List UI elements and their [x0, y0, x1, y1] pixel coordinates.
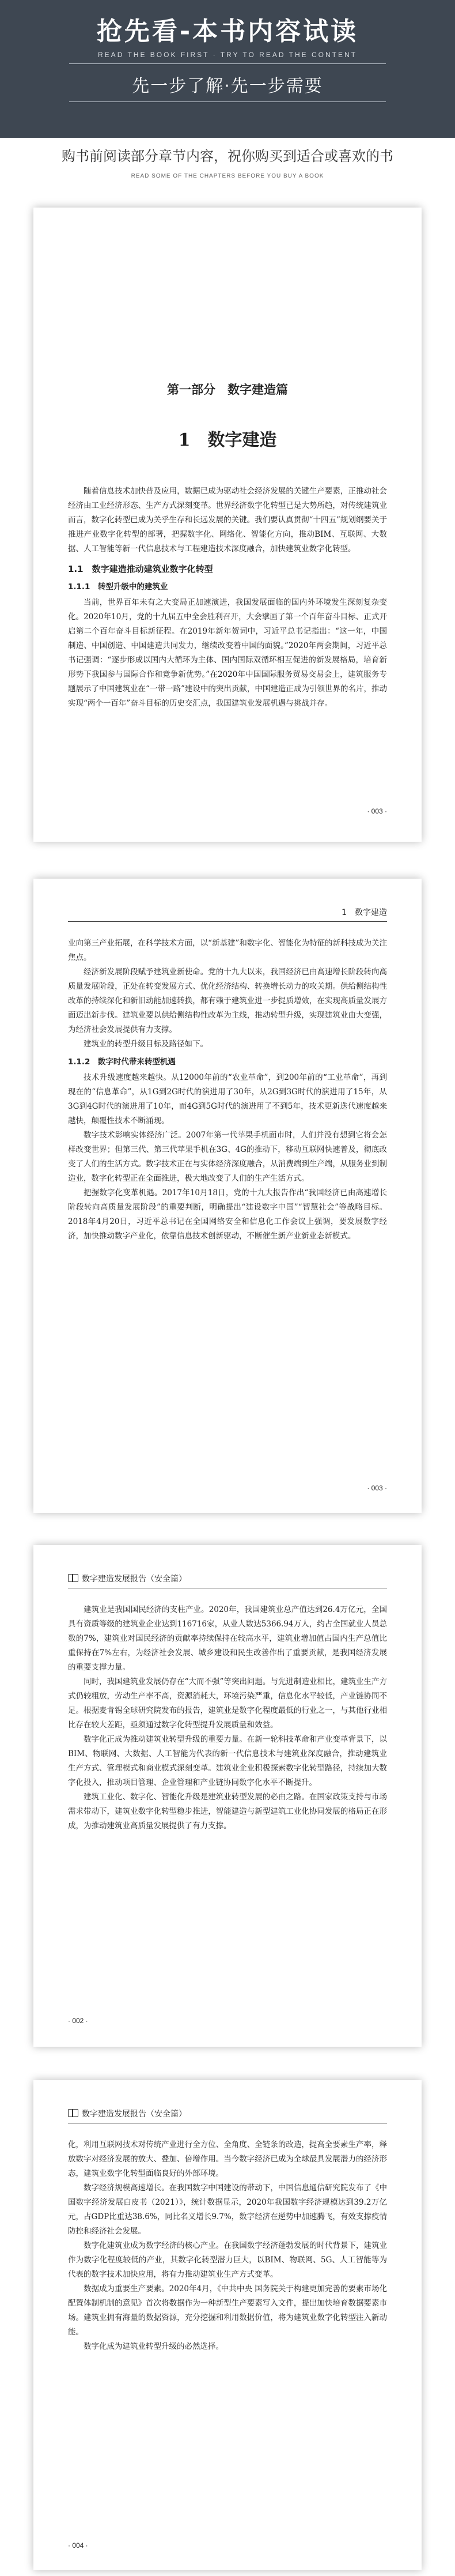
paragraph: 数据成为重要生产要素。2020年4月，《中共中央 国务院关于构建更加完善的要素市场化配置体制机制的意见》首次将数据作为一种新型生产要素写入文件，提出加快培育数据要素市场。建筑业拥有海量的数据资源，充分挖掘和利用数据价值，将为建筑业数字化转型注入新动能。: [68, 2284, 387, 2337]
subsection-heading: 1.1.1 转型升级中的建筑业: [68, 582, 168, 592]
intro-text-en: READ SOME OF THE CHAPTERS BEFORE YOU BUY A BOOK: [131, 173, 324, 179]
paragraph: 化，利用互联网技术对传统产业进行全方位、全角度、全链条的改造，提高全要素生产率，释放数字对经济发展的放大、叠加、倍增作用。当今数字经济已成为全球最具发展潜力的经济形态，建筑业数字化转型面临良好的外部环境。: [68, 2140, 387, 2178]
paragraph: 把握数字化变革机遇。2017年10月18日，党的十九大报告作出“我国经济已由高速增长阶段转向高质量发展阶段”的重要判断，明确提出“建设数字中国”“智慧社会”等战略目标。2018年4月20日，习近平总书记在全国网络安全和信息化工作会议上强调，要发展数字经济，加快推动数字产业化，依靠信息技术创新驱动，不断催生新产业新业态新模式。: [68, 1188, 387, 1241]
section-heading: 1.1 数字建造推动建筑业数字化转型: [68, 564, 213, 574]
page-number: · 003 ·: [367, 807, 387, 815]
page-header-title: 数字建造发展报告（安全篇）: [82, 1575, 187, 1584]
banner-subtitle: READ THE BOOK FIRST · TRY TO READ THE CONTENT: [98, 51, 357, 59]
banner-title: 抢先看-本书内容试读: [96, 17, 359, 46]
banner-divider: [69, 63, 386, 64]
book-page-2: [33, 879, 422, 1513]
paragraph: 随着信息技术加快普及应用，数据已成为驱动社会经济发展的关键生产要素，正推动社会经济由工业经济形态、生产方式深刻变革。世界经济数字化转型已是大势所趋，对传统建筑业而言，数字化转型已成为关乎生存和长远发展的关键。我们要认真贯彻“十四五”规划纲要关于推进产业数字化转型的部署，把握数字化、网络化、智能化方向，推动BIM、互联网、大数据、人工智能等新一代信息技术与工程建造技术深度融合，加快建筑业数字化转型。: [68, 487, 387, 553]
book-page-4: [33, 2080, 422, 2570]
book-page-1: [33, 208, 422, 842]
paragraph: 数字化建筑业成为数字经济的核心产业。在我国数字经济蓬勃发展的时代背景下，建筑业作为数字化程度较低的产业，其数字化转型潜力巨大，以BIM、物联网、5G、人工智能等为代表的数字技术加快应用，将有力推动建筑业生产方式变革。: [68, 2241, 387, 2279]
book-icon: [68, 2109, 78, 2117]
paragraph: 经济新发展阶段赋予建筑业新使命。党的十九大以来，我国经济已由高速增长阶段转向高质量发展阶段，正处在转变发展方式、优化经济结构、转换增长动力的攻关期。供给侧结构性改革的持续深化和新旧动能加速转换，都有赖于建筑业进一步提质增效，在实现高质量发展方面迈出新步伐。建筑业要以供给侧结构性改革为主线，推动转型升级，实现建筑业由大变强，为经济社会发展提供有力支撑。: [68, 967, 387, 1034]
paragraph: 业向第三产业拓展，在科学技术方面，以“新基建”和数字化、智能化为特征的新科技成为关注焦点。: [68, 939, 387, 962]
paragraph: 数字化成为建筑业转型升级的必然选择。: [84, 2342, 223, 2351]
page-body: [68, 936, 387, 1244]
banner-slogan: 先一步了解·先一步需要: [132, 76, 323, 96]
paragraph: 数字化正成为推动建筑业转型升级的重要力量。在新一轮科技革命和产业变革背景下，以BIM、物联网、大数据、人工智能为代表的新一代信息技术与建筑业深度融合，推动建筑业生产方式、管理模式和商业模式深刻变革。建筑业企业积极探索数字化转型路径，持续加大数字化投入，推动项目管理、企业管理和产业链协同数字化水平不断提升。: [68, 1735, 387, 1787]
page-header: [68, 2106, 387, 2123]
paragraph: 当前，世界百年未有之大变局正加速演进，我国发展面临的国内外环境发生深刻复杂变化。2020年10月，党的十九届五中全会胜利召开，大会擘画了第一个百年奋斗目标、正式开启第二个百年奋斗目标新征程。在2019年新年贺词中，习近平总书记指出：“这一年，中国制造、中国创造、中国建造共同发力，继续改变着中国的面貌。”2020年两会期间，习近平总书记强调：“逐步形成以国内大循环为主体、国内国际双循环相互促进的新发展格局，培育新形势下我国参与国际合作和竞争新优势。”在2020年中国国际服务贸易交易会上，建筑服务专题展示了中国建筑业在“一带一路”建设中的突出贡献，中国建造正成为引领世界的名片，推动实现“两个一百年”奋斗目标的历史交汇点，我国建筑业发展机遇与挑战并存。: [68, 598, 387, 708]
page-body: [68, 484, 387, 711]
page-header-title: 1 数字建造: [342, 908, 387, 917]
paragraph: 建筑业的转型升级目标及路径如下。: [84, 1040, 208, 1049]
page-number: · 002 ·: [68, 2017, 88, 2025]
page-body: [68, 2138, 387, 2354]
paragraph: 建筑业是我国国民经济的支柱产业。2020年，我国建筑业总产值达到26.4万亿元，全国具有资质等级的建筑业企业达到116716家，从业人数达5366.94万人，约占全国就业人员总数的7%，建筑业对国民经济的贡献率持续保持在较高水平，建筑业增加值占国内生产总值比重保持在7%左右，为经济社会发展、城乡建设和民生改善作出了重要贡献，是我国经济发展的重要支撑力量。: [68, 1605, 387, 1672]
subsection-heading: 1.1.2 数字时代带来转型机遇: [68, 1057, 176, 1067]
paragraph: 数字技术影响实体经济广泛。2007年第一代苹果手机面市时，人们并没有想到它将会怎样改变世界；但第三代、第三代苹果手机在3G、4G的推动下，移动互联网快速普及，彻底改变了人们的生活方式。数字技术正在与实体经济深度融合，从消费端到生产端，从服务业到制造业，数字化转型正在全面推进，极大地改变了人们的生产生活方式。: [68, 1131, 387, 1183]
page-number: · 003 ·: [367, 1484, 387, 1492]
book-page-3: [33, 1545, 422, 2047]
page-header: [68, 904, 387, 922]
banner-divider: [69, 101, 386, 102]
intro-text: 购书前阅读部分章节内容，祝你购买到适合或喜欢的书: [62, 148, 393, 164]
paragraph: 技术升级速度越来越快。从12000年前的“农业革命”，到200年前的“工业革命”，再到现在的“信息革命”，从1G到2G时代的演进用了30年，从2G到3G时代的演进用了15年，从3G到4G时代的演进用了10年，而4G到5G时代的演进用了不到5年，技术更新迭代速度越来越快，颠覆性技术不断涌现。: [68, 1073, 387, 1125]
page-header: [68, 1571, 387, 1588]
top-banner: [0, 0, 455, 138]
paragraph: 数字经济规模高速增长。在我国数字中国建设的带动下，中国信息通信研究院发布了《中国数字经济发展白皮书（2021）》，统计数据显示，2020年我国数字经济规模达到39.2万亿元，占GDP比重达38.6%，同比名义增长9.7%，数字经济在逆势中加速腾飞，有效支撑疫情防控和经济社会发展。: [68, 2183, 387, 2236]
chapter-title: 1 数字建造: [178, 430, 277, 450]
book-icon: [68, 1574, 78, 1582]
part-title: 第一部分 数字建造篇: [167, 383, 288, 397]
page-number: · 004 ·: [68, 2541, 88, 2549]
page-header-title: 数字建造发展报告（安全篇）: [82, 2110, 187, 2119]
page-body: [68, 1603, 387, 1833]
intro: [0, 145, 455, 179]
paragraph: 同时，我国建筑业发展仍存在“大而不强”等突出问题。与先进制造业相比，建筑业生产方式仍较粗放，劳动生产率不高，资源消耗大，环境污染严重，信息化水平较低，产业链协同不足。根据麦肯锡全球研究院发布的报告，建筑业是数字化程度最低的行业之一，与其他行业相比存在较大差距，亟须通过数字化转型提升发展质量和效益。: [68, 1677, 387, 1730]
paragraph: 建筑工业化、数字化、智能化升级是建筑业转型发展的必由之路。在国家政策支持与市场需求带动下，建筑业数字化转型稳步推进，智能建造与新型建筑工业化协同发展的格局正在形成，为推动建筑业高质量发展提供了有力支撑。: [68, 1792, 387, 1831]
